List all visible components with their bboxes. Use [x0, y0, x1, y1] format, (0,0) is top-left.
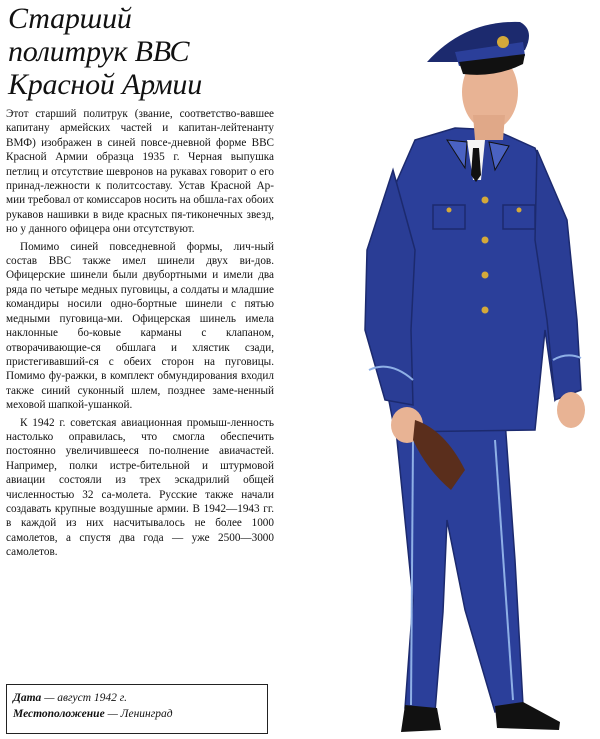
pocket-button: [517, 208, 522, 213]
tunic-button: [482, 197, 489, 204]
neck: [473, 115, 505, 140]
date-value: август 1942 г.: [57, 692, 127, 704]
title-line-3: Красной Армии: [8, 68, 202, 101]
paragraph-2: Помимо синей повседневной формы, лич-ный состав ВВС также имел шинели двух ви-дов. Офицерские шинели были двубортными и имели два ряда по четыре медных пуговицы, а солдаты и младшие командиры носили одно-бортные шинели с пятью медными пуговица-ми. Офицерская шинель имела наклонные бо-ковые карманы с клапаном, отворачивающие-ся обшлага и хлястик сзади, пристегивавший-ся с обеих сторон на пуговицы. Помимо фу-ражки, в комплект обмундирования входил также синий суконный шлем, позднее заме-ненный меховой шапкой-ушанкой.: [6, 240, 274, 412]
title-line-2: политрук ВВС: [8, 35, 190, 68]
date-label: Дата: [13, 692, 42, 704]
location-label: Местоположение: [13, 708, 105, 720]
title-line-1: Старший: [8, 2, 132, 35]
cap-badge: [497, 36, 509, 48]
tunic-button: [482, 272, 489, 279]
officer-illustration: [355, 0, 600, 739]
officer-figure-image: [355, 0, 600, 739]
tunic-button: [482, 307, 489, 314]
location-value: Ленинград: [120, 708, 173, 720]
paragraph-1: Этот старший политрук (звание, соответство-вавшее капитану армейских частей и капитан-лейтенанту ВМФ) изображен в синей повсе-дневной форме ВВС Красной Армии образца 1935 г. Черная выпушка петлиц и отсутствие шевронов на рукавах говорит о его принад-лежности к политсоставу. Устав Красной Ар-мии требовал от комиссаров носить на обшла-гах обоих рукавов нашивки в виде красных пя-тиконечных звезд, но у данного офицера они отсутствуют.: [6, 108, 274, 236]
paragraph-3: К 1942 г. советская авиационная промыш-ленность настолько оправилась, что смогла обеспечить постоянно увеличившееся по-полнение авиачастей. Например, полки истре-бительной и штурмовой авиации состояли из трех эскадрилий общей численностью 32 са-молета. Русские также начали создавать крупные воздушные армии. В 1942—1943 гг. в каждой из них насчитывалось не более 1000 самолетов, а спустя два года — уже 2500—3000 самолетов.: [6, 416, 274, 559]
caption-box: [6, 684, 268, 734]
article-body: [6, 107, 274, 563]
date-line: Дата — август 1942 г.: [13, 692, 127, 704]
right-boot: [495, 702, 560, 730]
pocket-button: [447, 208, 452, 213]
tunic-button: [482, 237, 489, 244]
right-hand: [557, 392, 585, 428]
page-title: [8, 2, 238, 101]
left-boot: [401, 705, 441, 732]
location-line: Местоположение — Ленинград: [13, 708, 173, 720]
